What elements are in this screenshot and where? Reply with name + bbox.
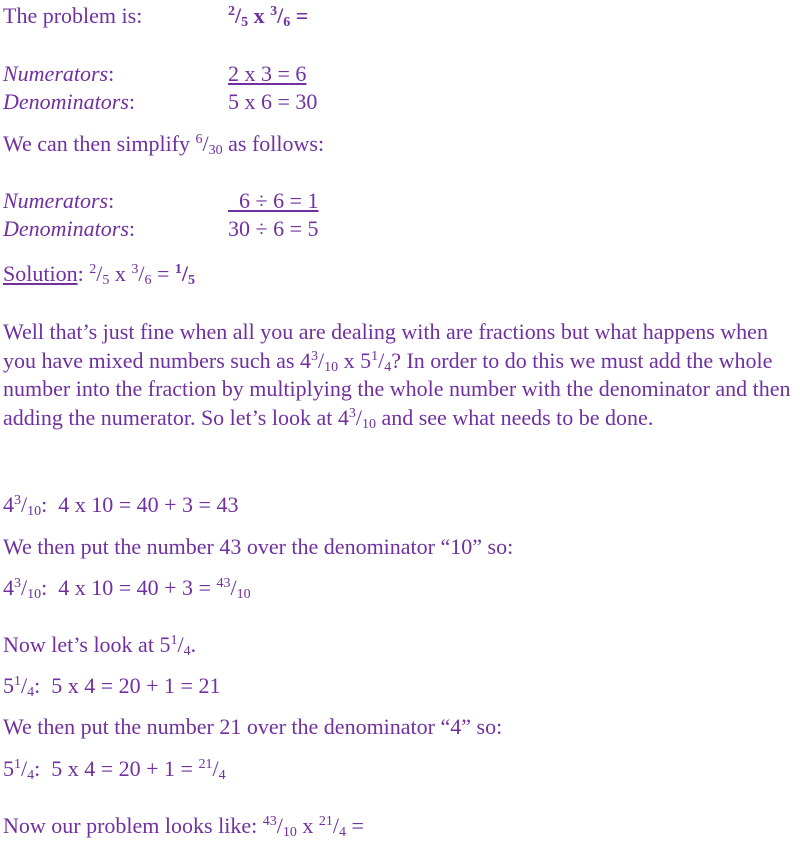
put-over-denominator-10: We then put the number 43 over the denominator “10” so: [3,534,514,559]
step2-numerators-expr: 6 ÷ 6 = 1 [239,188,319,213]
step2-numerators-label: Numerators: [3,188,115,213]
look-at-second-number: Now let’s look at $5^1/_4$. [3,632,197,659]
simplify-sentence: We can then simplify $^6/_{30}$ as follows: [3,131,325,158]
conversion2-result-line: $5^1/_4$: 5 x $4 = 20 + 1 = ^{21}/_4$ [3,756,226,783]
conversion1-result-line: $4^3/_{10}$: 4 x $10 = 40 + 3 = ^{43}/_{10}$ [3,575,251,602]
final-problem-line: Now our problem looks like: $^{43}/_{10}$ x $^{21}/_4$ = [3,813,364,840]
solution-line: Solution: $^2/_5$ x $^3/_6 = ^1/_5$ [3,261,195,288]
conversion1-line: $4^3/_{10}$: 4 x 10 = 40 + 3 = 43 [3,492,239,519]
conversion2-line: $5^1/_4$: 5 x 4 = 20 + 1 = 21 [3,673,221,700]
step1-numerators-expr: 2 x 3 = 6 [228,61,307,86]
step1-numerators-label: Numerators: [3,61,115,86]
step2-denominators-label: Denominators: [3,216,136,241]
step1-denominators-expr: 5 x 6 = 30 [228,89,318,114]
problem-expression: $^2/_5$ x $^3/_6$ = [228,3,309,30]
step2-denominators-expr: 30 ÷ 6 = 5 [228,216,319,241]
put-over-denominator-4: We then put the number 21 over the denominator “4” so: [3,714,503,739]
explanation-paragraph: Well that’s just fine when all you are dealing with are fractions but what happens when you have mixed numbers such as $4^3/_{10}$ x $5^1/_4$? In order to do this we must add the whole number into the fraction by multiplying the whole number with the denominator and then adding the numerator. So let’s look at $4^3/_{10}$ and see what needs to be done. [3,319,791,432]
problem-label: The problem is: [3,3,143,28]
step1-denominators-label: Denominators: [3,89,136,114]
